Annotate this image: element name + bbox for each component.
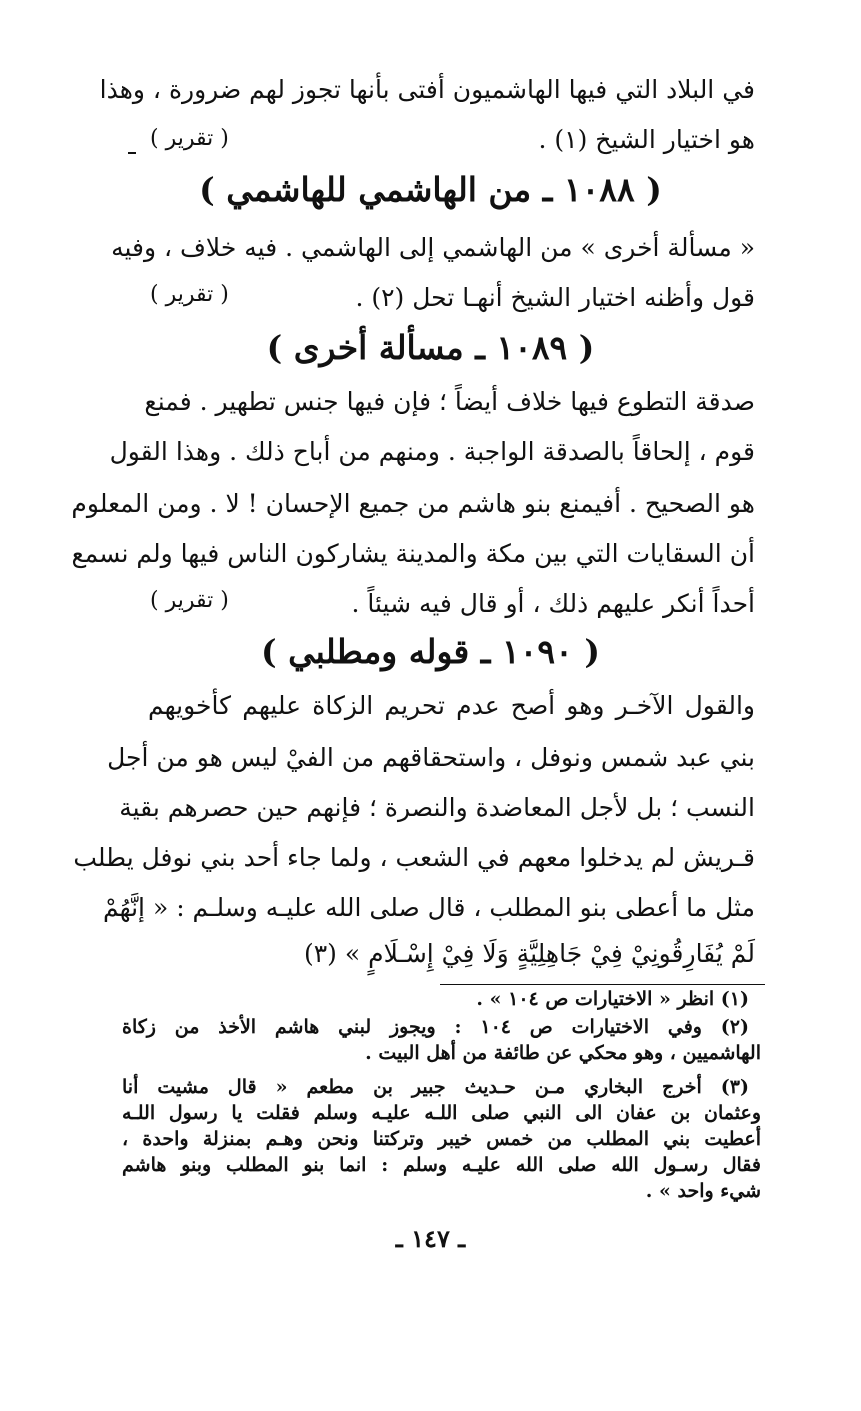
intro-line-2: هو اختيار الشيخ (١) . bbox=[538, 125, 755, 154]
section-heading-1088: ( ١٠٨٨ ـ من الهاشمي للهاشمي ) bbox=[199, 170, 662, 209]
section-1089-line-3: هو الصحيح . أفيمنع بنو هاشم من جميع الإحسان ! لا . ومن المعلوم bbox=[71, 489, 755, 518]
section-1090-line-3: النسب ؛ بل لأجل المعاضدة والنصرة ؛ فإنهم حين حصرهم بقية bbox=[119, 793, 755, 822]
intro-line-1: في البلاد التي فيها الهاشميون أفتى بأنها تجوز لهم ضرورة ، وهذا bbox=[99, 75, 755, 104]
section-1089-line-5: أحداً أنكر عليهم ذلك ، أو قال فيه شيئاً . bbox=[351, 589, 755, 618]
intro-tag: ( تقرير ) bbox=[150, 126, 229, 151]
section-1088-line-1: « مسألة أخرى » من الهاشمي إلى الهاشمي . فيه خلاف ، وفيه bbox=[111, 233, 755, 262]
section-1090-line-5: مثل ما أعطى بنو المطلب ، قال صلى الله عليـه وسلـم : « إنَّهُمْ bbox=[102, 893, 755, 922]
section-heading-1089: ( ١٠٨٩ ـ مسألة أخرى ) bbox=[266, 328, 595, 367]
section-1090-line-6: لَمْ يُفَارِقُونِيْ فِيْ جَاهِلِيَّةٍ وَلَا فِيْ إِسْـلَامٍ » (٣) bbox=[303, 939, 755, 968]
footnote-rule bbox=[440, 984, 765, 985]
footnote-3-line-4: فقال رسـول الله صلى الله عليـه وسلم : انما بنو المطلب وبنو هاشم bbox=[122, 1154, 761, 1176]
footnote-3-line-2: وعثمان بن عفان الى النبي صلى اللـه عليـه وسلم فقلت يا رسول اللـه bbox=[122, 1102, 761, 1124]
section-heading-1090: ( ١٠٩٠ ـ قوله ومطلبي ) bbox=[261, 632, 600, 671]
section-1089-tag: ( تقرير ) bbox=[150, 588, 229, 613]
section-1088-tag: ( تقرير ) bbox=[150, 282, 229, 307]
footnote-1: (١) انظر « الاختيارات ص ١٠٤ » . bbox=[476, 988, 749, 1010]
section-1088-line-2: قول وأظنه اختيار الشيخ أنهـا تحل (٢) . bbox=[355, 283, 755, 312]
section-1089-line-4: أن السقايات التي بين مكة والمدينة يشاركون الناس فيها ولم نسمع bbox=[71, 539, 755, 568]
footnote-2-line-2: الهاشميين ، وهو محكي عن طائفة من أهل البيت . bbox=[365, 1042, 761, 1064]
footnote-3-line-3: أعطيت بني المطلب من خمس خيبر وتركتنا ونحن وهـم بمنزلة واحدة ، bbox=[122, 1128, 761, 1150]
page-number: ـ ١٤٧ ـ bbox=[395, 1224, 466, 1253]
section-1090-line-1: والقول الآخـر وهو أصح عدم تحريم الزكاة عليهم كأخويهم bbox=[148, 691, 755, 720]
section-1090-line-2: بني عبد شمس ونوفل ، واستحقاقهم من الفيْ ليس هو من أجل bbox=[107, 743, 755, 772]
footnote-3-line-5: شيء واحد » . bbox=[645, 1180, 761, 1202]
section-1089-line-1: صدقة التطوع فيها خلاف أيضاً ؛ فإن فيها جنس تطهير . فمنع bbox=[144, 387, 755, 416]
section-1090-line-4: قـريش لم يدخلوا معهم في الشعب ، ولما جاء أحد بني نوفل يطلب bbox=[73, 843, 755, 872]
separator-dash bbox=[128, 152, 136, 154]
section-1089-line-2: قوم ، إلحاقاً بالصدقة الواجبة . ومنهم من أباح ذلك . وهذا القول bbox=[109, 437, 755, 466]
footnote-3-line-1: (٣) أخرج البخاري مـن حـديث جبير بن مطعم « قال مشيت أنا bbox=[122, 1076, 749, 1098]
footnote-2-line-1: (٢) وفي الاختيارات ص ١٠٤ : ويجوز لبني هاشم الأخذ من زكاة bbox=[122, 1016, 749, 1038]
